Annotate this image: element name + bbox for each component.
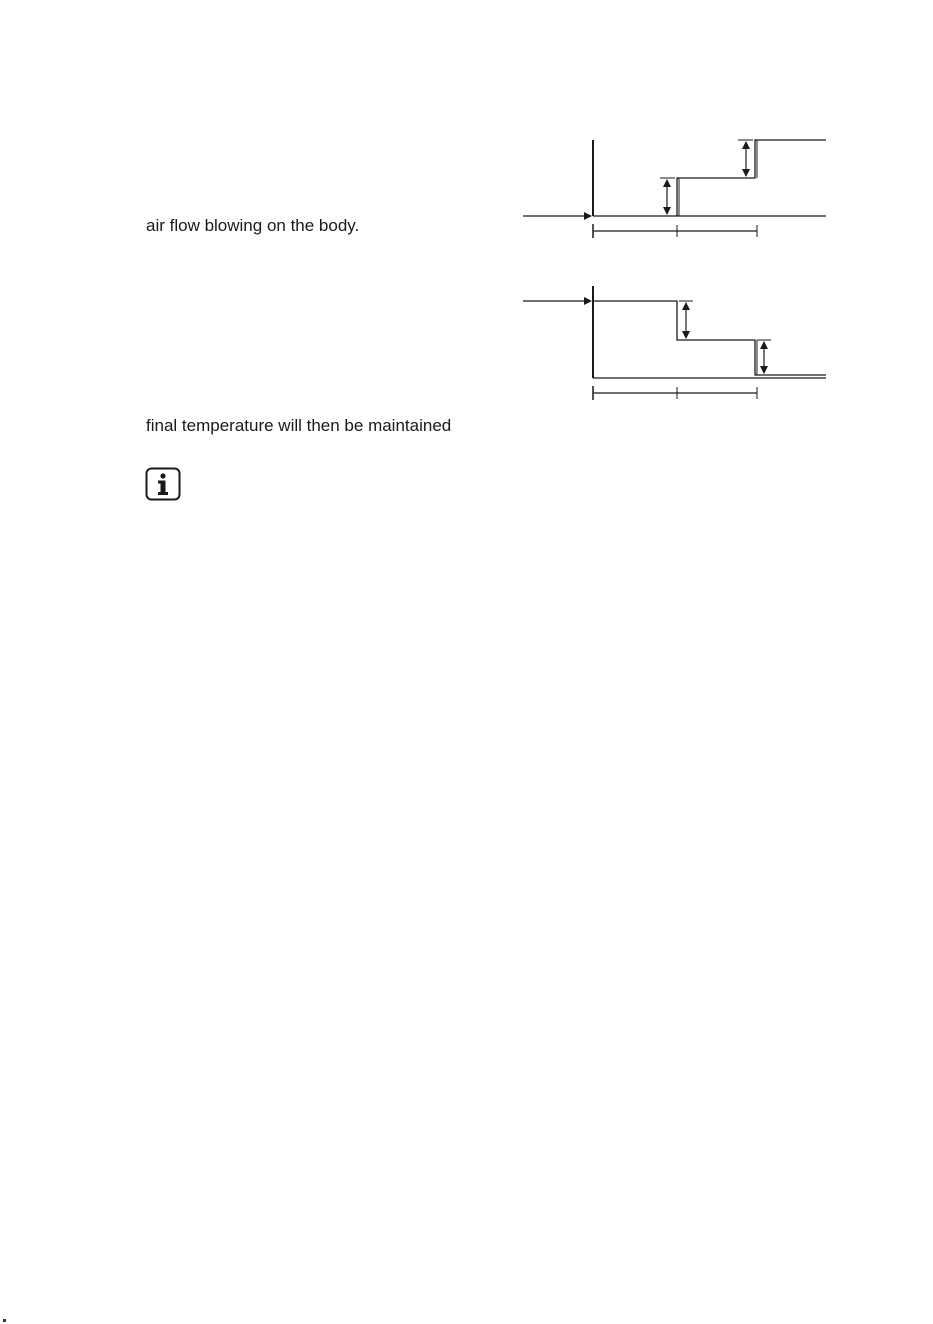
body-text-line-2: final temperature will then be maintained [146,416,452,435]
setpoint-rising-step-diagram [515,132,830,262]
step-line [677,140,826,216]
step-line [593,301,826,375]
info-icon [145,467,181,501]
body-text-line-1: air flow blowing on the body. [146,216,360,235]
setpoint-falling-step-diagram [515,282,830,412]
page-mark [3,1319,6,1322]
